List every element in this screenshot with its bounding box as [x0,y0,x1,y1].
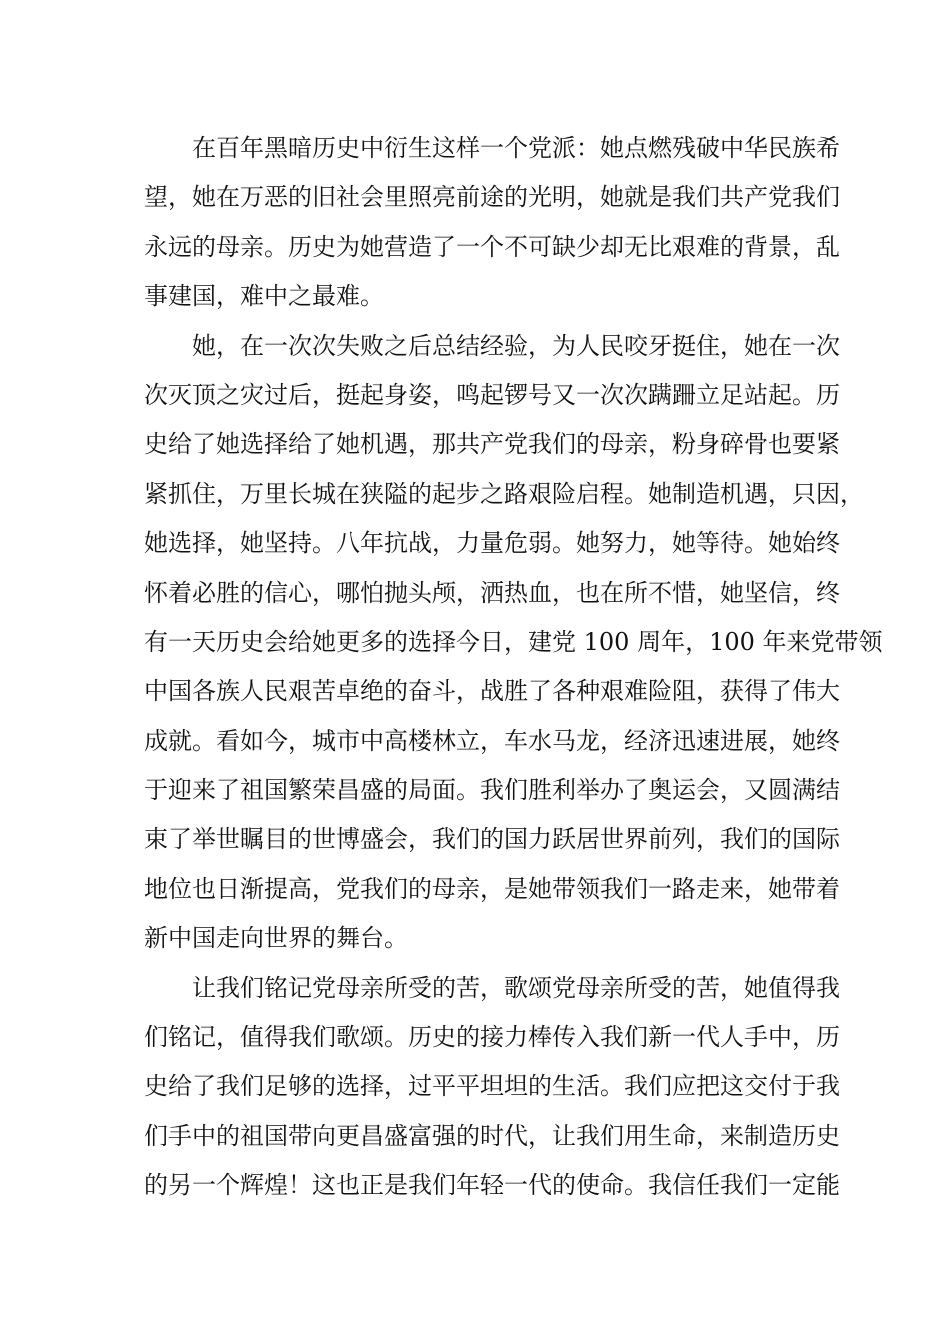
paragraph-line: 的另一个辉煌！这也正是我们年轻一代的使命。我信任我们一定能 [144,1171,840,1200]
paragraph-line: 望，她在万恶的旧社会里照亮前途的光明，她就是我们共产党我们 [144,183,840,212]
paragraph-line: 们手中的祖国带向更昌盛富强的时代，让我们用生命，来制造历史 [144,1121,840,1150]
paragraph-line: 们铭记，值得我们歌颂。历史的接力棒传入我们新一代人手中，历 [144,1023,840,1052]
paragraph-line: 成就。看如今，城市中高楼林立，车水马龙，经济迅速进展，她终 [144,726,840,755]
paragraph-line: 新中国走向世界的舞台。 [144,924,408,953]
paragraph-line: 地位也日渐提高，党我们的母亲，是她带领我们一路走来，她带着 [144,874,840,903]
paragraph-line: 事建国，难中之最难。 [144,282,384,311]
paragraph-line: 于迎来了祖国繁荣昌盛的局面。我们胜利举办了奥运会，又圆满结 [144,776,840,805]
paragraph-line: 中国各族人民艰苦卓绝的奋斗，战胜了各种艰难险阻，获得了伟大 [144,677,840,706]
paragraph-line: 她选择，她坚持。八年抗战，力量危弱。她努力，她等待。她始终 [144,529,840,558]
document-body [144,124,883,1211]
paragraph-2 [144,322,883,964]
paragraph-3 [144,964,840,1211]
paragraph-line: 有一天历史会给她更多的选择今日，建党 100 周年，100 年来党带领 [144,627,883,656]
paragraph-line: 史给了我们足够的选择，过平平坦坦的生活。我们应把这交付于我 [144,1072,840,1101]
paragraph-line: 束了举世瞩目的世博盛会，我们的国力跃居世界前列，我们的国际 [144,825,840,854]
paragraph-line: 永远的母亲。历史为她营造了一个不可缺少却无比艰难的背景，乱 [144,232,840,261]
paragraph-1 [144,124,840,322]
paragraph-line: 在百年黑暗历史中衍生这样一个党派：她点燃残破中华民族希 [192,134,840,162]
paragraph-line: 她，在一次次失败之后总结经验，为人民咬牙挺住，她在一次 [192,331,840,360]
paragraph-line: 紧抓住，万里长城在狭隘的起步之路艰险启程。她制造机遇，只因， [144,479,864,508]
paragraph-line: 次灭顶之灾过后，挺起身姿，鸣起锣号又一次次蹒跚立足站起。历 [144,380,840,409]
paragraph-line: 让我们铭记党母亲所受的苦，歌颂党母亲所受的苦，她值得我 [192,973,840,1002]
paragraph-line: 怀着必胜的信心，哪怕抛头颅，洒热血，也在所不惜，她坚信，终 [144,578,840,607]
paragraph-line: 史给了她选择给了她机遇，那共产党我们的母亲，粉身碎骨也要紧 [144,430,840,459]
